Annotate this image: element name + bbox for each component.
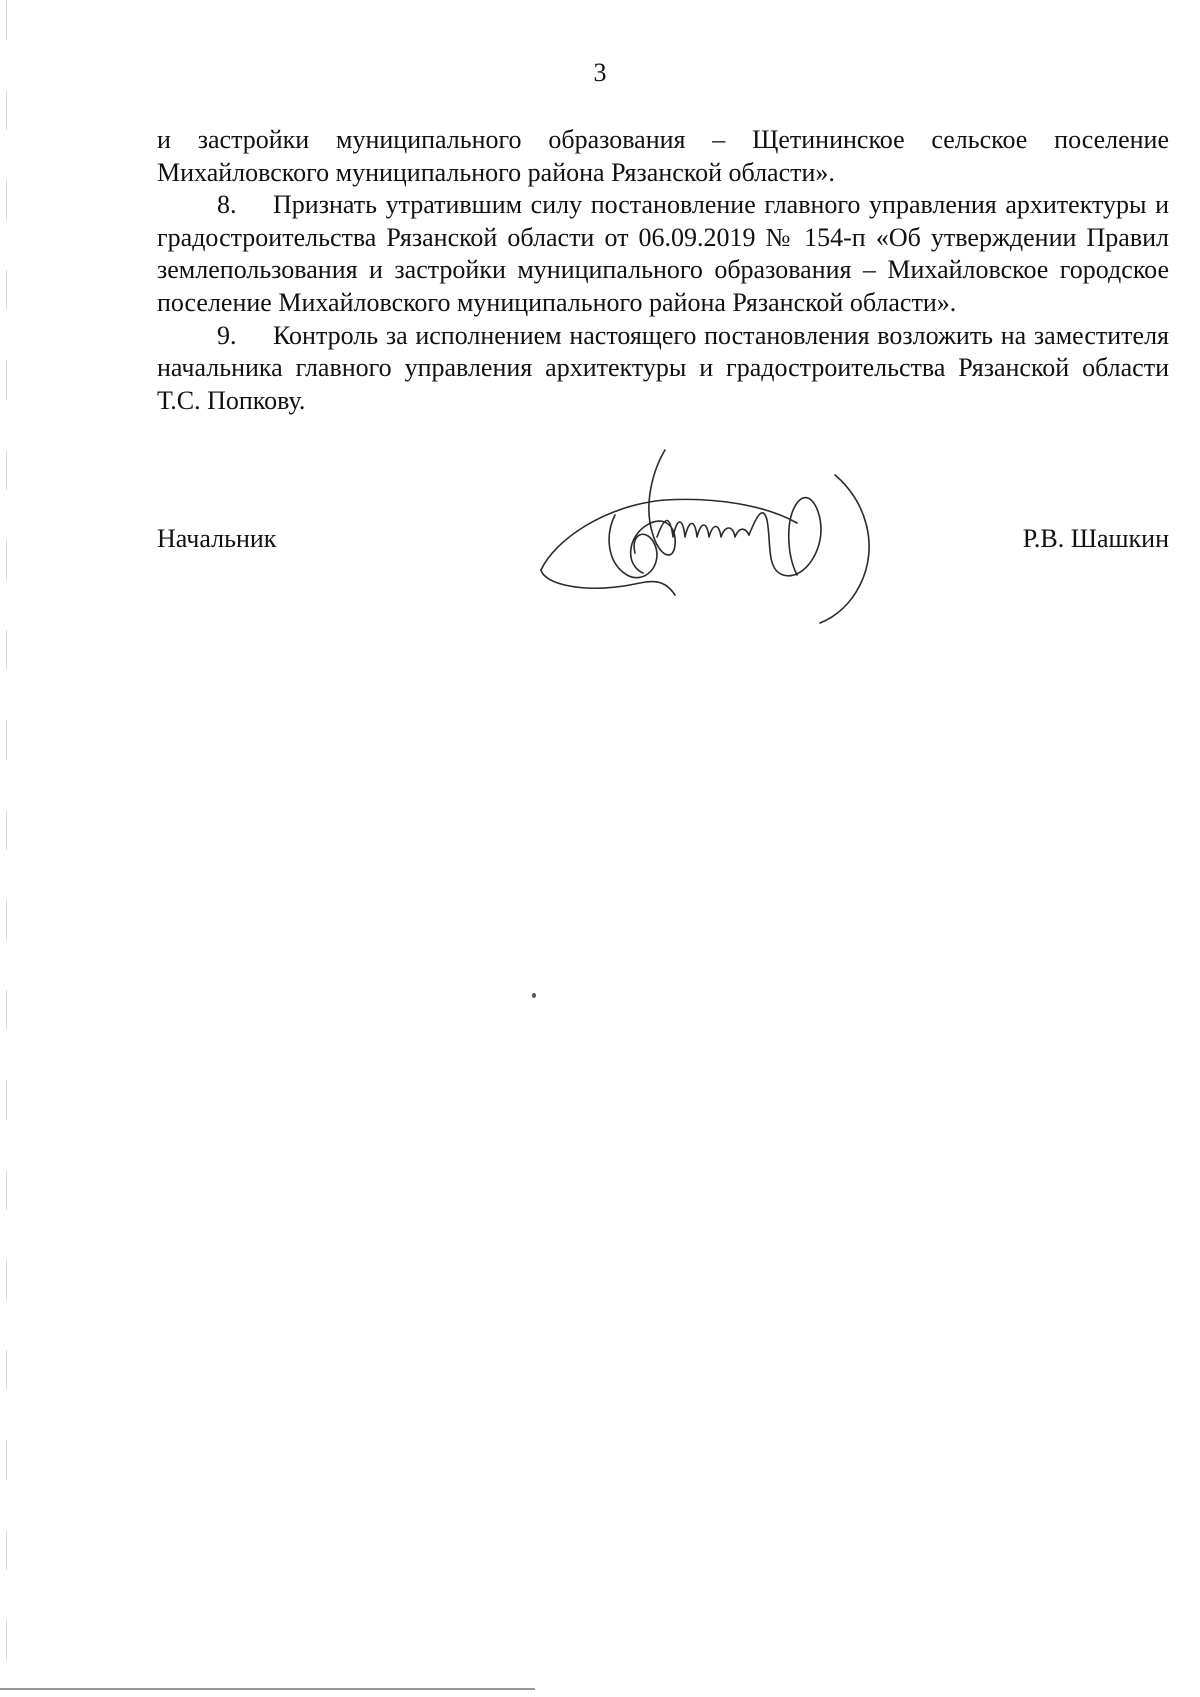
paragraph-item-8	[157, 189, 1169, 319]
document-body	[157, 124, 1169, 417]
paragraph-text: Контроль за исполнением настоящего постановления возложить на заместителя начальника главного управления архитектуры и градостроительства Рязанской области Т.С. Попкову.	[157, 320, 1169, 415]
signature-block	[157, 522, 1169, 556]
paragraph-item-9	[157, 320, 1169, 418]
signatory-name: Р.В. Шашкин	[1022, 524, 1169, 553]
paragraph-continuation: и застройки муниципального образования – Щетининское сельское поселение Михайловского муниципального района Рязанской области».	[157, 125, 1169, 187]
paragraph-text: Признать утратившим силу постановление главного управления архитектуры и градостроительства Рязанской области от 06.09.2019 № 154-п «Об утверждении Правил землепользования и застройки муниципального образования – Михайловское городское поселение Михайловского муниципального района Рязанской области».	[157, 190, 1169, 317]
page-number: 3	[593, 58, 607, 87]
scan-bottom-edge	[0, 1688, 535, 1690]
scan-edge-artifact	[6, 0, 7, 1697]
signatory-position: Начальник	[157, 524, 277, 553]
paragraph-number: 9.	[217, 320, 237, 350]
paragraph-number: 8.	[217, 190, 237, 220]
scan-speck	[532, 993, 536, 998]
